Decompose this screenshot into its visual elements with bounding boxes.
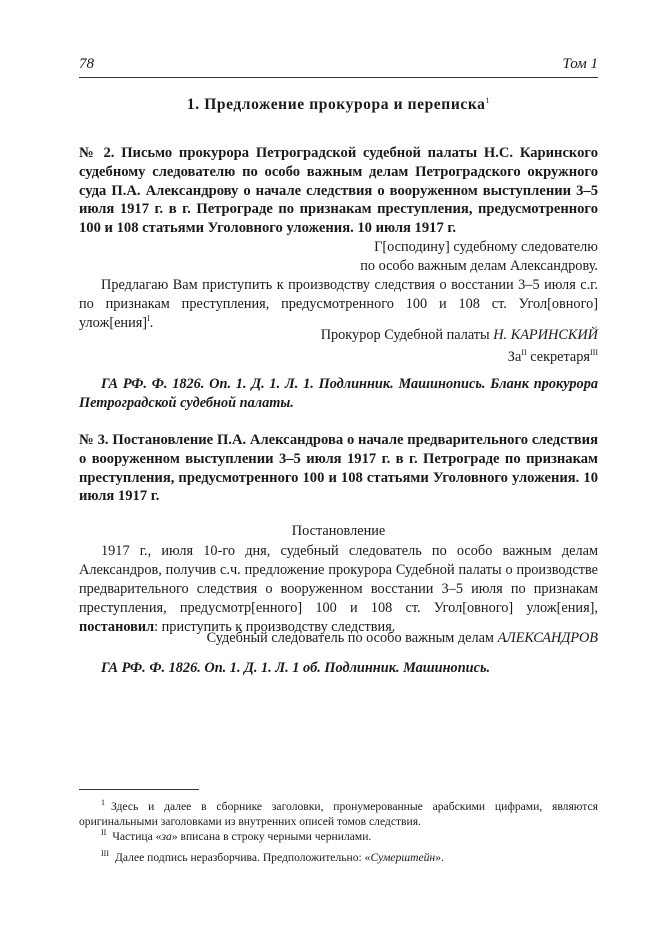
addressee-line-1: Г[осподину] судебному следователю: [374, 239, 598, 255]
footnote-text-italic: Сумерштейн: [370, 850, 436, 864]
doc2-heading: № 2. Письмо прокурора Петроградской судебной палаты Н.С. Каринского судебному следователю по особо важным делам Петроградского окружного суда П.А. Александрову о начале следствия о вооруженном выступлении 3–5 июля 1917 г. в г. Петрограде по признакам преступления, предусмотренного 100 и 108 статьями Уголовного уложения. 10 июля 1917 г.: [79, 145, 598, 237]
doc2-body-text: Предлагаю Вам приступить к производству следствия о восстании 3–5 июля с.г. по признакам преступления, предусмотренного 100 и 108 ст. Угол[овного] улож[ения]: [79, 277, 598, 331]
footnote-ref: III: [590, 348, 598, 358]
doc2-body: [79, 276, 598, 333]
footnote-1: [79, 795, 598, 829]
signature-name: АЛЕКСАНДРОВ: [497, 630, 598, 646]
footnote-rule: [79, 789, 199, 790]
doc3-body-main: 1917 г., июля 10-го дня, судебный следователь по особо важным делам Александров, получив с.ч. предложение прокурора Судебной палаты о производстве предварительного следствия о вооруженном восстании 3–5 июля по признакам преступления, предусмотр[енного] 100 и 108 ст. Угол[овного] улож[ения],: [79, 543, 598, 616]
doc3-title: Постановление: [291, 523, 386, 539]
secretary-za: За: [507, 349, 522, 365]
doc2-body-end: .: [149, 315, 154, 331]
doc3-heading: № 3. Постановление П.А. Александрова о начале предварительного следствия о вооруженном выступлении 3–5 июля 1917 г. в г. Петрограде по признакам преступления, предусмотренного 100 и 108 статьями Уголовного уложения. 10 июля 1917 г.: [79, 432, 598, 505]
doc3-body-tail: : приступить к производству следствия.: [154, 619, 396, 635]
doc3-signature: [79, 629, 598, 648]
footnote-text-before: Далее подпись неразборчива. Предположительно: «: [115, 850, 371, 864]
footnote-3: [79, 846, 598, 865]
section-title: [79, 96, 598, 114]
footnote-ref: II: [521, 348, 527, 358]
footnote-ref: I: [147, 314, 150, 324]
doc2-addressee: [79, 238, 598, 276]
doc2-signature: [79, 326, 598, 345]
volume-label: Том 1: [562, 56, 598, 72]
footnote-2: [79, 825, 598, 844]
signature-prefix: Судебный следователь по особо важным делам: [206, 630, 498, 646]
footnote-ref: 1: [485, 95, 491, 105]
signature-prefix: Прокурор Судебной палаты: [320, 327, 494, 343]
header-rule: [79, 77, 598, 78]
footnote-text-before: Частица «: [112, 829, 162, 843]
secretary-word: секретаря: [526, 349, 590, 365]
doc3-body-bold: постановил: [79, 619, 155, 635]
doc3-source: ГА РФ. Ф. 1826. Оп. 1. Д. 1. Л. 1 об. Подлинник. Машинопись.: [101, 660, 491, 676]
footnote-mark: II: [101, 828, 107, 837]
footnote-mark: III: [101, 849, 109, 858]
addressee-line-2: по особо важным делам Александрову.: [360, 258, 598, 274]
doc2-secretary: [79, 348, 598, 367]
footnote-text-after: ».: [435, 850, 444, 864]
doc3-body: [79, 542, 598, 637]
doc2-source: ГА РФ. Ф. 1826. Оп. 1. Д. 1. Л. 1. Подлинник. Машинопись. Бланк прокурора Петроградской судебной палаты.: [79, 376, 598, 411]
footnote-text-italic: за: [161, 829, 172, 843]
section-title-text: 1. Предложение прокурора и переписка: [186, 96, 486, 113]
footnote-mark: 1: [101, 798, 105, 807]
page-number: 78: [79, 56, 94, 72]
footnote-text-after: » вписана в строку черными чернилами.: [171, 829, 372, 843]
footnote-text: Здесь и далее в сборнике заголовки, пронумерованные арабскими цифрами, являются оригинальными заголовками из внутренних описей томов следствия.: [79, 799, 598, 828]
signature-name: Н. КАРИНСКИЙ: [493, 327, 598, 343]
